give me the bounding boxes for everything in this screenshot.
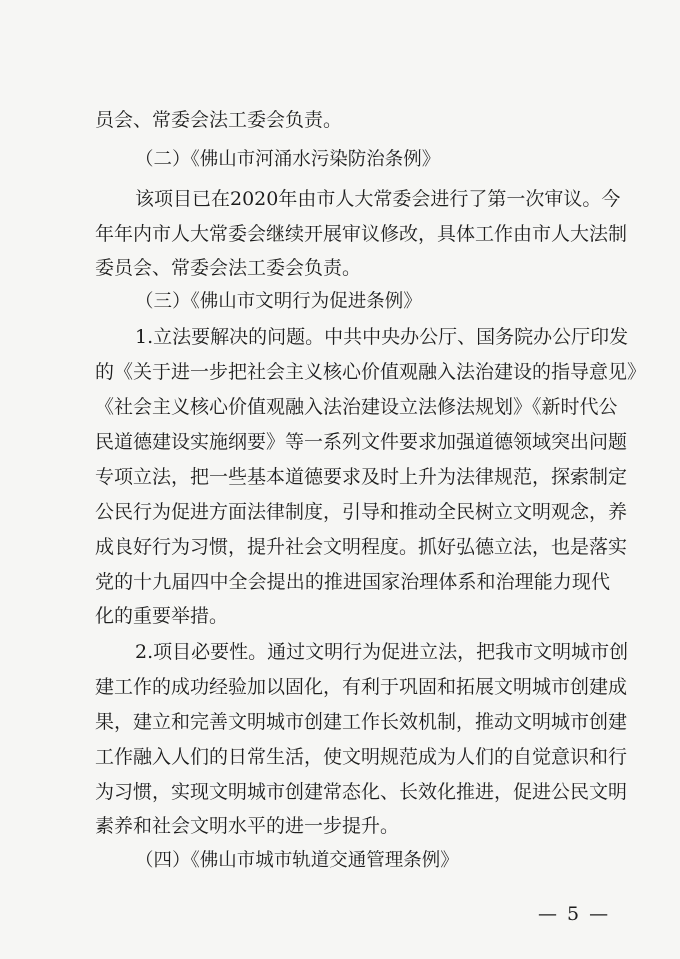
body-text-line: 党的十九届四中全会提出的推进国家治理体系和治理能力现代 (95, 571, 610, 593)
body-text-line: 民道德建设实施纲要》等一系列文件要求加强道德领域突出问题 (95, 431, 628, 453)
body-text-line: 建工作的成功经验加以固化，有利于巩固和拓展文明城市创建成 (95, 676, 628, 698)
body-text-line: 素养和社会文明水平的进一步提升。 (95, 815, 400, 837)
body-text-line: 1.立法要解决的问题。中共中央办公厅、国务院办公厅印发 (135, 326, 629, 348)
body-text-line: 果，建立和完善文明城市创建工作长效机制，推动文明城市创建 (95, 711, 628, 733)
body-text-line: 专项立法，把一些基本道德要求及时上升为法律规范，探索制定 (95, 466, 628, 488)
section-heading: （四）《佛山市城市轨道交通管理条例》 (135, 850, 459, 871)
body-text-line: 的《关于进一步把社会主义核心价值观融入法治建设的指导意见》 (95, 361, 647, 383)
body-text-line: 化的重要举措。 (95, 605, 229, 627)
section-heading: （三）《佛山市文明行为促进条例》 (135, 291, 422, 312)
body-text-line: 该项目已在2020年由市人大常委会进行了第一次审议。今 (135, 188, 621, 210)
body-text-line: 成良好行为习惯，提升社会文明程度。抓好弘德立法，也是落实 (95, 536, 628, 558)
page-number: — 5 — (538, 903, 611, 925)
body-text-line: 年年内市人大常委会继续开展审议修改，具体工作由市人大法制 (95, 223, 628, 245)
body-text-line: 2.项目必要性。通过文明行为促进立法，把我市文明城市创 (135, 641, 629, 663)
section-heading: （二）《佛山市河涌水污染防治条例》 (135, 149, 441, 170)
body-text-line: 为习惯，实现文明城市创建常态化、长效化推进，促进公民文明 (95, 781, 628, 803)
body-text-line: 工作融入人们的日常生活，使文明规范成为人们的自觉意识和行 (95, 746, 628, 768)
body-text-line: 委员会、常委会法工委会负责。 (95, 257, 362, 279)
body-text-line: 《社会主义核心价值观融入法治建设立法修法规划》《新时代公 (95, 396, 618, 418)
body-text-line: 公民行为促进方面法律制度，引导和推动全民树立文明观念，养 (95, 501, 628, 523)
body-text-line: 员会、常委会法工委会负责。 (95, 109, 343, 131)
